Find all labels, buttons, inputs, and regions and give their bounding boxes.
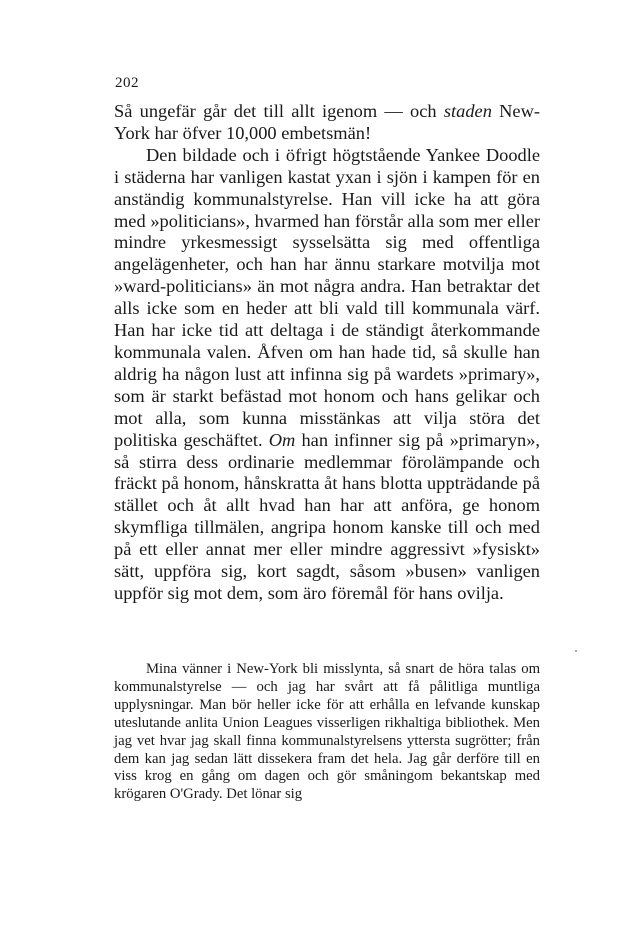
paper-speck — [575, 650, 577, 652]
paragraph-2-text-a: Den bildade och i öfrigt högtstående Yankee Doodle i städerna har vanligen kastat yxan i sjön i kampen för en anständig kommunalstyrelse. Han vill icke ha att göra med »politicians», hvarmed han förstår alla som mer eller mindre yrkesmessigt sysselsätta sig med offentliga angelägenheter, och han har ännu starkare motvilja mot »ward-politicians» än mot några andra. Han betraktar det alls icke som en heder att bli vald till kommunala värf. Han har icke tid att deltaga i de ständigt återkommande kommunala valen. Åfven om han hade tid, så skulle han aldrig ha någon lust att infinna sig på wardets »primary», som är starkt befästad mot honom och hans gelikar och mot alla, som kunna misstänkas att vilja störa det politiska geschäftet. — [114, 144, 540, 450]
paragraph-1-text-b: New-York har öfver 10,000 embetsmän! — [114, 101, 540, 143]
page-number: 202 — [115, 75, 139, 91]
italic-word-om: Om — [268, 429, 296, 450]
italic-word-staden: staden — [443, 101, 492, 121]
small-print-paragraph: Mina vänner i New-York bli misslynta, så snart de höra talas om kommunalstyrelse — och jag har svårt att få pålitliga muntliga upplysningar. Man bör heller icke för att erhålla en lefvande kunskap uteslutande anlita Union Leagues visserligen rikhaltiga bibliothek. Men jag vet hvar jag skall finna kommunalstyrelsens yttersta sugrötter; från dem kan jag sedan lätt dissekera fram det hela. Jag går derföre till en viss krog en gång om dagen och gör småningom bekantskap med krögaren O'Grady. Det lönar sig — [114, 661, 540, 803]
paragraph-2-text-b: han infinner sig på »primaryn», så stirra dess ordinarie medlemmar förolämpande och fräckt på honom, hånskratta åt hans blotta uppträdande på stället och åt allt hvad han har att anföra, ge honom skymfliga tillmälen, angripa honom kanske till och med på ett eller annat mer eller mindre aggressivt »fysiskt» sätt, uppföra sig, kort sagdt, såsom »busen» vanligen uppför sig mot dem, som äro föremål för hans ovilja. — [114, 429, 540, 603]
paragraph-1-text-a: Så ungefär går det till allt igenom — och — [114, 101, 444, 121]
small-print-block — [114, 661, 540, 804]
main-text-block — [114, 101, 540, 605]
paragraph-2 — [114, 145, 540, 605]
paragraph-1 — [114, 101, 540, 145]
